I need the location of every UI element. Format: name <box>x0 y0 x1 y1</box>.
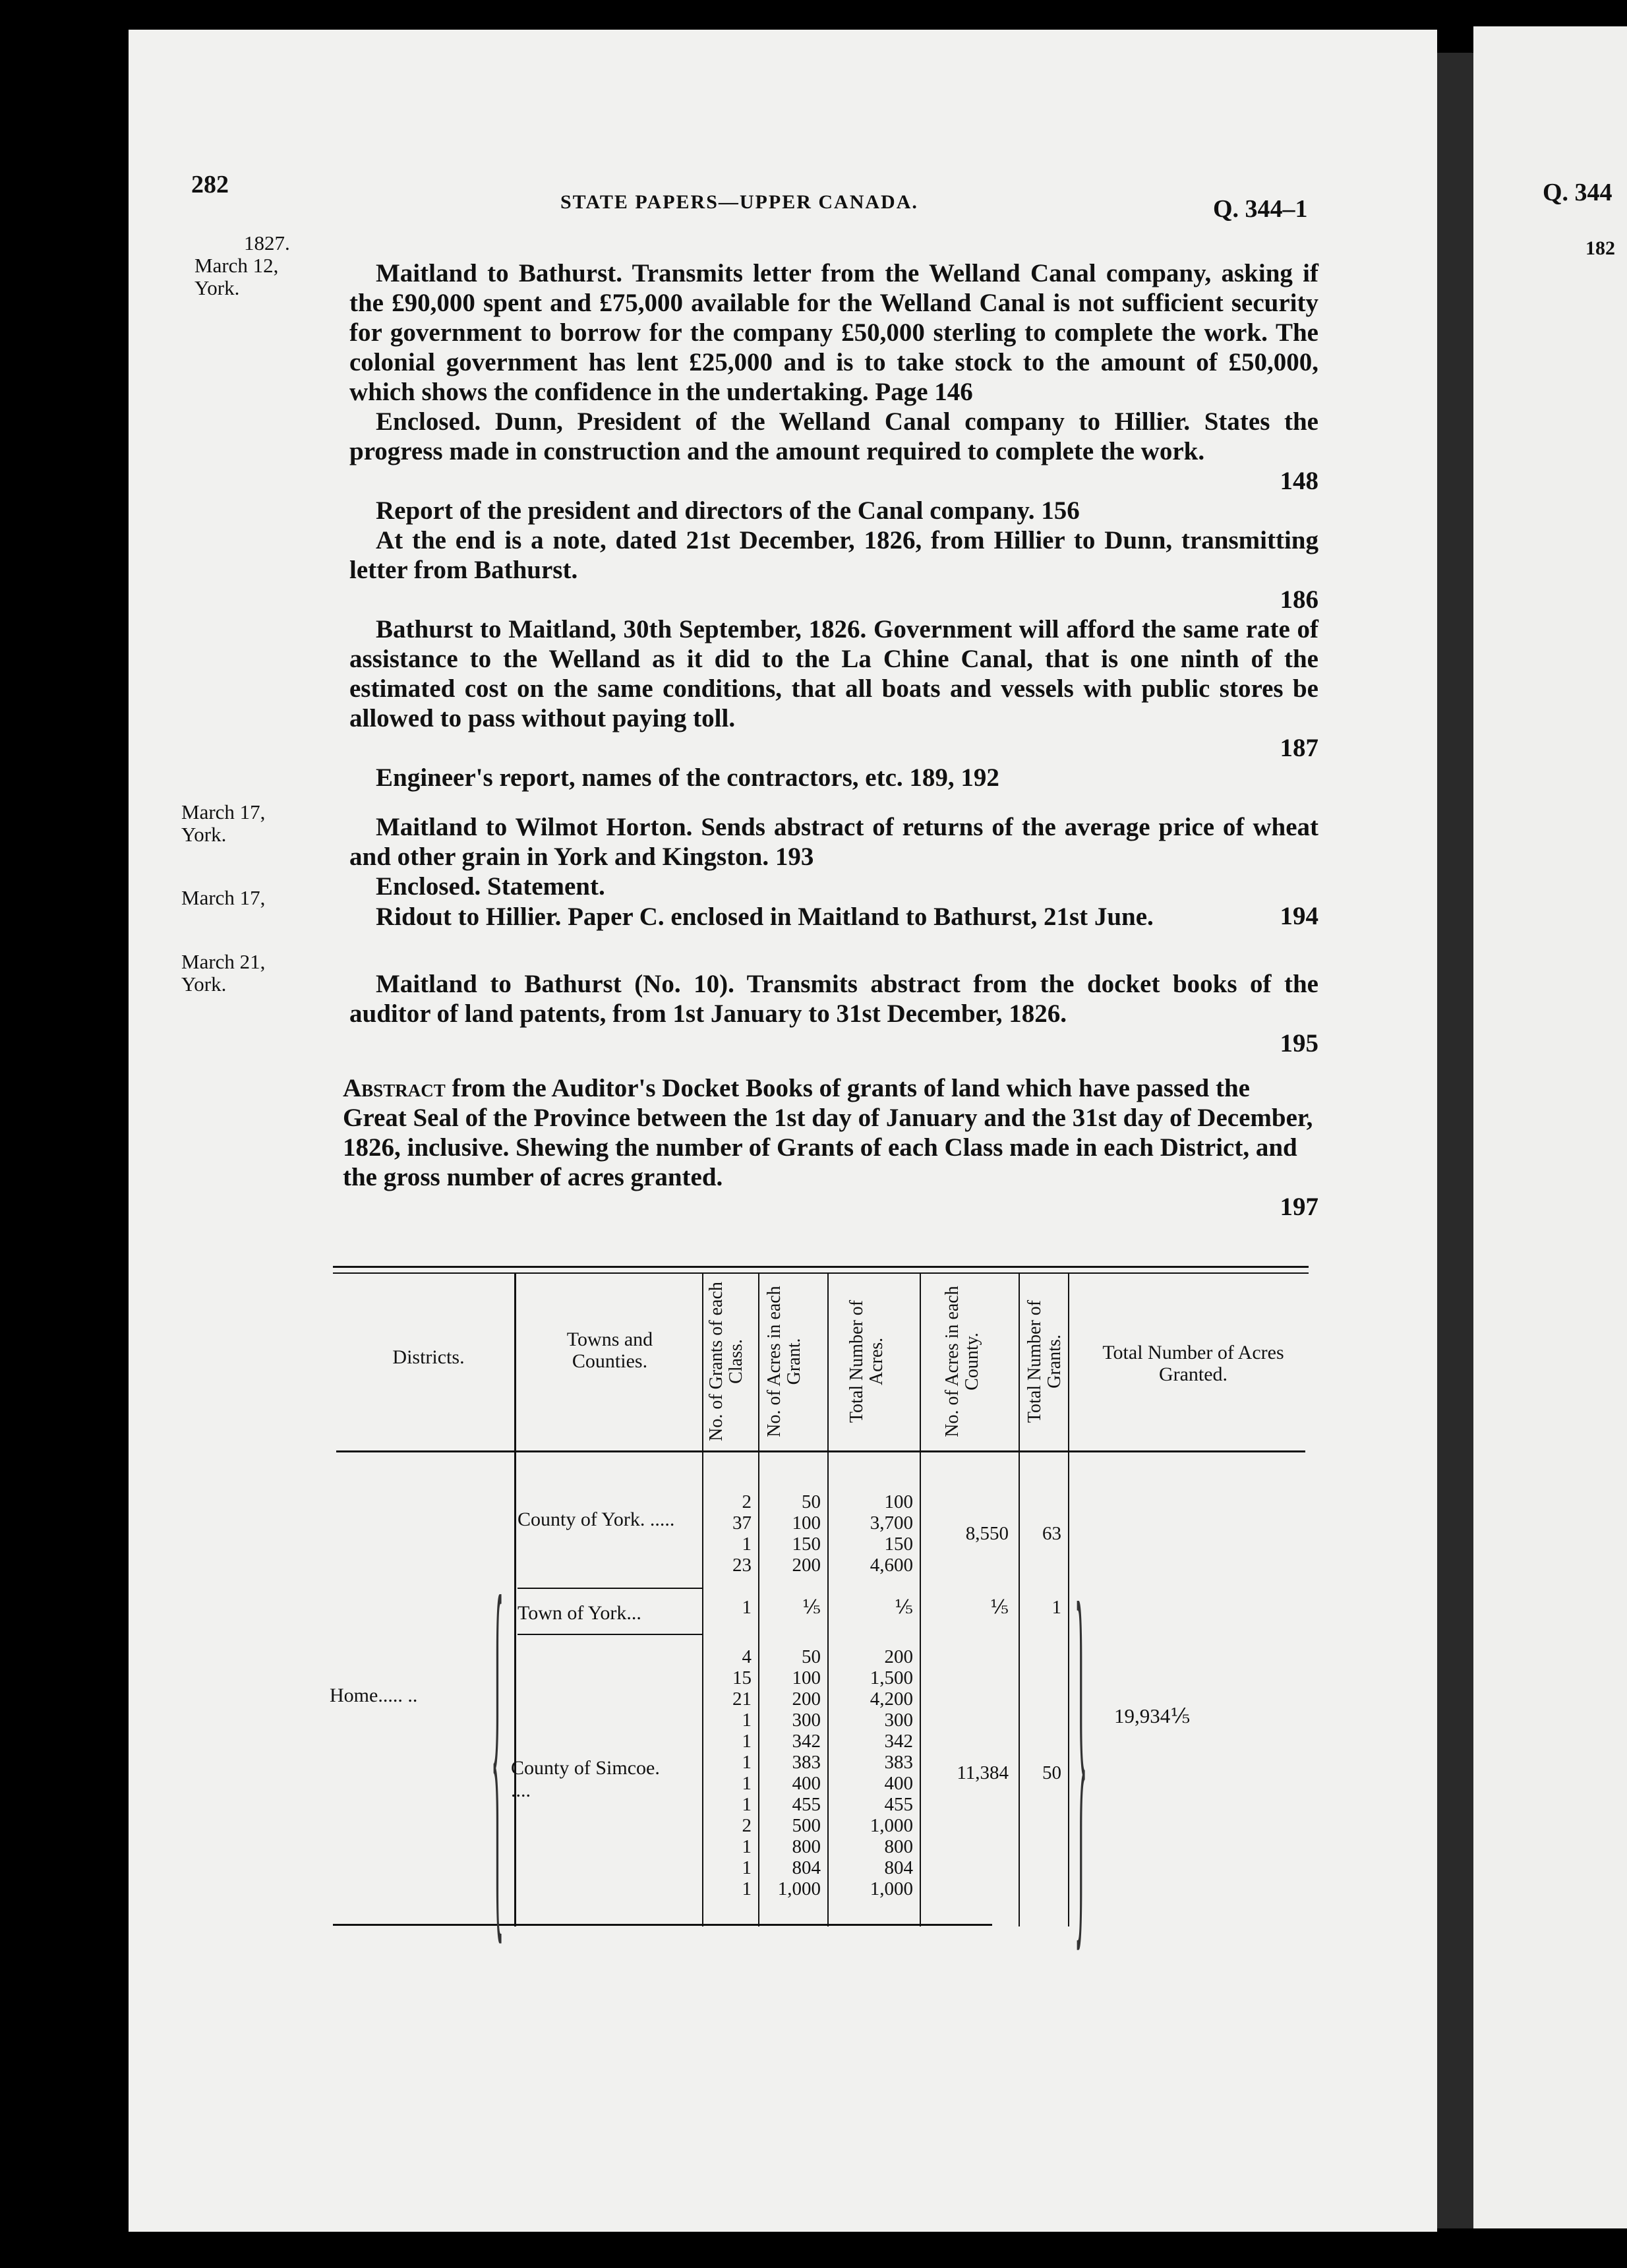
entry-paragraph: Enclosed. Statement. <box>376 872 605 901</box>
entry-4 <box>349 969 1318 1058</box>
header-towns: Towns and Counties. <box>566 1328 653 1372</box>
entry-paragraph: Maitland to Bathurst (No. 10). Transmits abstract from the docket books of the auditor of land patents, from 1st January to 31st December, 1826. <box>349 970 1318 1028</box>
total-acres-cell: 4,600 <box>870 1555 913 1576</box>
margin-date: March 17, <box>181 800 266 823</box>
total-acres-cell: 804 <box>884 1857 913 1878</box>
page-ref: 186 <box>1280 585 1318 614</box>
column-rule <box>702 1274 703 1926</box>
running-title: STATE PAPERS—UPPER CANADA. <box>560 191 918 213</box>
district-brace: { <box>491 1507 504 1982</box>
total-acres-cell: 342 <box>884 1731 913 1752</box>
entry-paragraph: Bathurst to Maitland, 30th September, 1826. Government will afford the same rate of assistance to the Welland as it did to the La Chine Canal, that is one ninth of the estimated cost on the same conditions, that all boats and vessels with public stores be allowed to pass without paying toll. <box>349 615 1318 732</box>
abstract-paragraph <box>343 1073 1318 1222</box>
county-grants-cell: 1 <box>1051 1597 1061 1618</box>
margin-date: March 17, <box>181 886 266 909</box>
grants-count-cell: 1 <box>742 1710 752 1731</box>
acres-per-grant-cell: 1,000 <box>777 1878 821 1899</box>
page-ref: 197 <box>1280 1193 1318 1221</box>
abstract-text: from the Auditor's Docket Books of grants of land which have passed the Great Seal of the Province between the 1st day of January and the 31st day of December, 1826, inclusive. Shewing the number of Grants of each Class made in each District, and the gross number of acres granted. <box>343 1074 1313 1191</box>
grants-count-cell: 4 <box>742 1646 752 1667</box>
acres-per-grant-cell: 300 <box>792 1710 821 1731</box>
entry-paragraph: Report of the president and directors of the Canal company. 156 <box>376 496 1080 525</box>
entry-1 <box>349 258 1318 792</box>
district-name: Home..... .. <box>330 1685 418 1706</box>
page-number: 282 <box>191 171 229 198</box>
page-ref: 148 <box>1280 467 1318 495</box>
header-total-grants: Total Number of Grants. <box>1024 1299 1065 1423</box>
total-acres-cell: 1,000 <box>870 1815 913 1836</box>
county-simcoe-label: County of Simcoe. .... <box>511 1757 660 1801</box>
total-acres-cell: 400 <box>884 1773 913 1794</box>
county-grants-cell: 63 <box>1042 1523 1061 1544</box>
entry-paragraph: Maitland to Wilmot Horton. Sends abstract of returns of the average price of wheat and other grain in York and Kingston. 193 <box>349 813 1318 871</box>
column-rule <box>514 1274 516 1926</box>
grants-count-cell: 15 <box>732 1667 752 1688</box>
total-acres-cell: 300 <box>884 1710 913 1731</box>
acres-per-grant-cell: 800 <box>792 1836 821 1857</box>
county-acres-cell: ⅕ <box>990 1597 1009 1618</box>
acres-per-grant-cell: ⅕ <box>802 1597 821 1618</box>
acres-per-grant-cell: 500 <box>792 1815 821 1836</box>
reference-number: Q. 344–1 <box>1213 195 1308 223</box>
grants-count-cell: 21 <box>732 1688 752 1710</box>
margin-date: March 12, <box>194 254 279 277</box>
column-rule <box>827 1274 829 1926</box>
header-acres-each-grant: No. of Acres in each Grant. <box>764 1286 804 1437</box>
total-acres-cell: 455 <box>884 1794 913 1815</box>
acres-per-grant-cell: 200 <box>792 1688 821 1710</box>
acres-per-grant-cell: 200 <box>792 1555 821 1576</box>
acres-per-grant-cell: 50 <box>802 1491 821 1512</box>
acres-per-grant-cell: 100 <box>792 1512 821 1534</box>
margin-place: York. <box>181 823 227 846</box>
grants-count-cell: 1 <box>742 1878 752 1899</box>
margin-year: 1827. <box>244 231 290 254</box>
acres-per-grant-cell: 50 <box>802 1646 821 1667</box>
acres-per-grant-cell: 383 <box>792 1752 821 1773</box>
acres-per-grant-cell: 455 <box>792 1794 821 1815</box>
column-rule <box>1068 1274 1069 1926</box>
acres-per-grant-cell: 342 <box>792 1731 821 1752</box>
grants-count-cell: 1 <box>742 1731 752 1752</box>
group-rule <box>518 1588 702 1589</box>
total-brace: } <box>1075 1514 1088 1988</box>
abstract-lead: Abstract <box>343 1074 446 1102</box>
entry-paragraph: Engineer's report, names of the contractors, etc. 189, 192 <box>376 763 999 792</box>
header-grants-each-class: No. of Grants of each Class. <box>706 1282 746 1441</box>
margin-date: March 21, <box>181 950 266 973</box>
acres-per-grant-cell: 100 <box>792 1667 821 1688</box>
total-acres-cell: 200 <box>884 1646 913 1667</box>
header-acres-each-county: No. of Acres in each County. <box>942 1286 982 1437</box>
header-total-acres-granted: Total Number of Acres Granted. <box>1102 1342 1284 1385</box>
total-acres-cell: 100 <box>884 1491 913 1512</box>
total-acres-cell: 1,500 <box>870 1667 913 1688</box>
county-york-label: County of York. ..... <box>518 1508 675 1530</box>
entry-paragraph: At the end is a note, dated 21st December, 1826, from Hillier to Dunn, transmitting letter from Bathurst. <box>349 526 1318 584</box>
table-bottom-rule <box>333 1924 992 1926</box>
header-districts: Districts. <box>392 1346 465 1368</box>
page-ref: 187 <box>1280 734 1318 762</box>
column-rule <box>1019 1274 1020 1926</box>
district-total: 19,934⅕ <box>1114 1704 1191 1727</box>
page-gutter <box>1437 53 1473 2228</box>
group-rule <box>518 1634 702 1635</box>
adjacent-page <box>1473 26 1627 2228</box>
page-ref: 195 <box>1280 1029 1318 1058</box>
total-acres-cell: 1,000 <box>870 1878 913 1899</box>
entry-paragraph: Enclosed. Dunn, President of the Welland Canal company to Hillier. States the progress made in construction and the amount required to complete the work. <box>349 407 1318 465</box>
acres-per-grant-cell: 150 <box>792 1534 821 1555</box>
margin-place: York. <box>181 972 227 996</box>
header-total-acres: Total Number of Acres. <box>846 1299 887 1423</box>
grants-count-cell: 37 <box>732 1512 752 1534</box>
grants-count-cell: 1 <box>742 1773 752 1794</box>
column-rule <box>920 1274 921 1926</box>
entry-paragraph: Maitland to Bathurst. Transmits letter from the Welland Canal company, asking if the £90,000 spent and £75,000 available for the Welland Canal is not sufficient security for government to borrow for the company £50,000 sterling to complete the work. The colonial government has lent £25,000 and is to take stock to the amount of £50,000, which shows the confidence in the undertaking. Page 146 <box>349 259 1318 406</box>
grants-count-cell: 1 <box>742 1752 752 1773</box>
table-header-rule <box>336 1450 1305 1452</box>
grants-count-cell: 1 <box>742 1794 752 1815</box>
column-rule <box>758 1274 759 1926</box>
county-grants-cell: 50 <box>1042 1762 1061 1783</box>
grants-count-cell: 23 <box>732 1555 752 1576</box>
county-acres-cell: 11,384 <box>957 1762 1009 1783</box>
margin-place: York. <box>194 276 240 299</box>
entry-paragraph: Ridout to Hillier. Paper C. enclosed in Maitland to Bathurst, 21st June. <box>376 903 1154 931</box>
table-top-rule <box>333 1266 1309 1268</box>
grants-count-cell: 1 <box>742 1597 752 1618</box>
total-acres-cell: ⅕ <box>894 1597 913 1618</box>
total-acres-cell: 4,200 <box>870 1688 913 1710</box>
grants-count-cell: 1 <box>742 1534 752 1555</box>
table-top-rule <box>333 1272 1309 1274</box>
acres-per-grant-cell: 400 <box>792 1773 821 1794</box>
total-acres-cell: 150 <box>884 1534 913 1555</box>
county-acres-cell: 8,550 <box>965 1523 1009 1544</box>
grants-count-cell: 2 <box>742 1815 752 1836</box>
total-acres-cell: 383 <box>884 1752 913 1773</box>
acres-per-grant-cell: 804 <box>792 1857 821 1878</box>
grants-count-cell: 1 <box>742 1857 752 1878</box>
town-york-label: Town of York... <box>518 1602 641 1624</box>
entry-3 <box>349 902 1318 932</box>
page-ref: 194 <box>1280 902 1318 930</box>
grants-count-cell: 2 <box>742 1491 752 1512</box>
total-acres-cell: 800 <box>884 1836 913 1857</box>
adjacent-page-year: 182 <box>1585 237 1615 259</box>
grants-count-cell: 1 <box>742 1836 752 1857</box>
adjacent-page-ref: Q. 344 <box>1543 179 1612 206</box>
total-acres-cell: 3,700 <box>870 1512 913 1534</box>
